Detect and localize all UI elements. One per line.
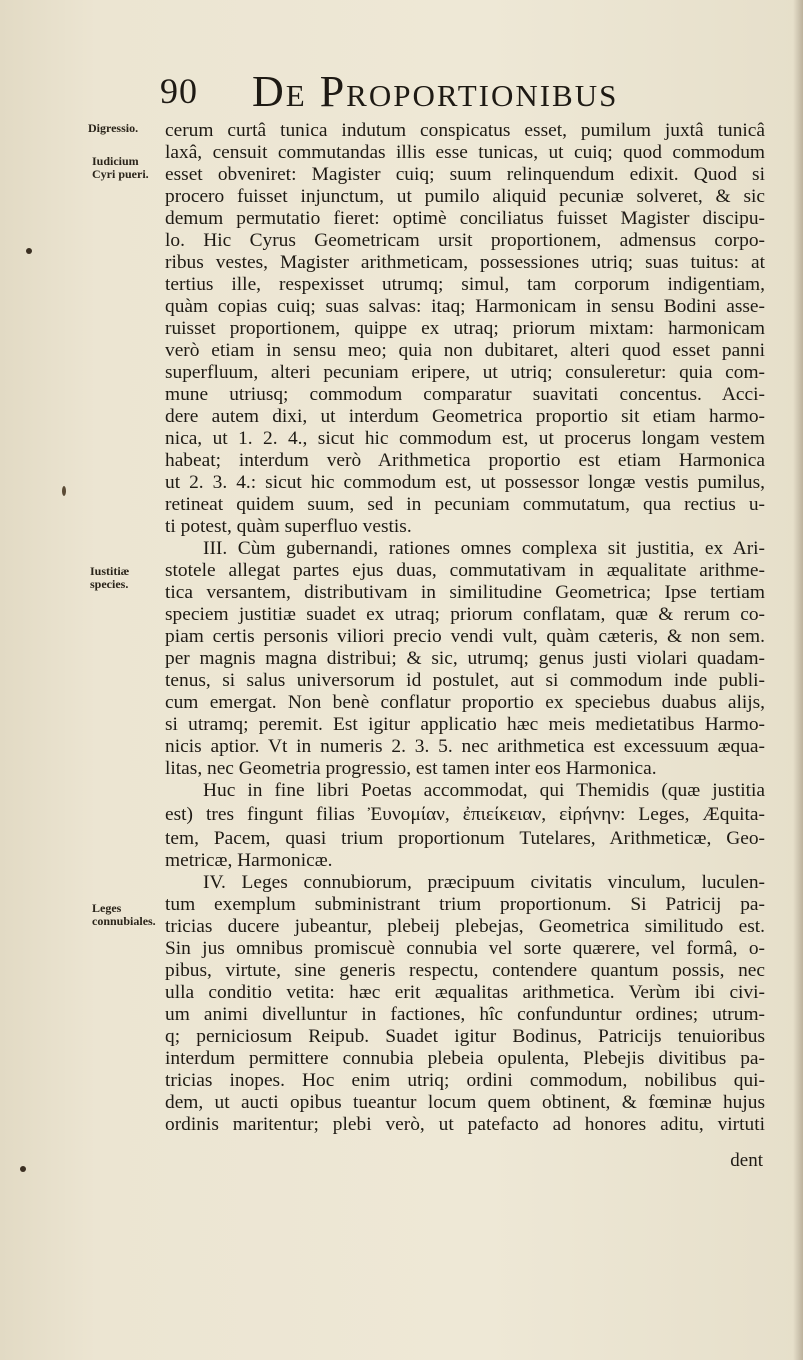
text-line: tertius ille, respexisset utrumq; simul, tam corporum indigentiam, <box>165 274 765 295</box>
text-line: piam certis personis viliori precio vendi vult, quàm cæteris, & non sem. <box>165 626 765 647</box>
text-line: mune utriusq; commodum comparatur suavitati concentus. Acci- <box>165 384 765 405</box>
page-number: 90 <box>160 71 198 111</box>
text-line: dem, ut aucti opibus tueantur locum quem obtinent, & fœminæ hujus <box>165 1092 765 1113</box>
text-line: ti potest, quàm superfluo vestis. <box>165 516 412 537</box>
ink-spot <box>20 1166 26 1172</box>
text-line: tum exemplum subministrant trium proportionum. Si Patricij pa- <box>165 894 765 915</box>
text-line: cerum curtâ tunica indutum conspicatus esset, pumilum juxtâ tunicâ <box>165 120 765 141</box>
text-line: ruisset proportionem, quippe ex utraq; priorum mixtam: harmonicam <box>165 318 765 339</box>
text-line: speciem justitiæ suadet ex utraq; priorum conflatam, quæ & rerum co- <box>165 604 765 625</box>
text-line: IV. Leges connubiorum, præcipuum civitatis vinculum, luculen- <box>203 872 765 893</box>
page-edge-shadow <box>793 0 803 1360</box>
text-line: interdum permittere connubia plebeia opulenta, Plebejis divitibus pa- <box>165 1048 765 1069</box>
margin-note: Iustitiæ species. <box>90 564 130 591</box>
text-line: stotele allegat partes ejus duas, commutativam in æqualitate arithme- <box>165 560 765 581</box>
text-line: tricias ducere jubeantur, plebeij plebejas, Geometrica similitudo est. <box>165 916 765 937</box>
running-head <box>160 66 680 114</box>
running-title: De Proportionibus <box>252 67 619 116</box>
text-line: Huc in fine libri Poetas accommodat, qui Themidis (quæ justitia <box>203 780 765 801</box>
text-line: procero fuisset injunctum, ut pumilo aliquid pecuniæ solveret, & sic <box>165 186 765 207</box>
text-line: per magnis magna distribui; & sic, utrumq; genus justi violari quadam- <box>165 648 765 669</box>
text-line: ordinis maritentur; plebi verò, ut patefacto ad honores aditu, virtuti <box>165 1114 765 1135</box>
text-line: ulla conditio vetita: hæc erit æqualitas arithmetica. Verùm ibi civi- <box>165 982 765 1003</box>
text-line: tricias inopes. Hoc enim utriq; ordini commodum, nobilibus qui- <box>165 1070 765 1091</box>
text-line: nicis aptior. Vt in numeris 2. 3. 5. nec arithmetica est excessuum æqua- <box>165 736 765 757</box>
text-line: tem, Pacem, quasi trium proportionum Tutelares, Arithmeticæ, Geo- <box>165 828 765 849</box>
text-line: est) tres fingunt filias Ἐυνομίαν, ἐπιείκειαν, εἰρήνην: Leges, Æquita- <box>165 804 765 825</box>
text-line: litas, nec Geometria progressio, est tamen inter eos Harmonica. <box>165 758 657 779</box>
text-line: ribus vestes, Magister arithmeticam, possessiones utriq; suas tuitus: at <box>165 252 765 273</box>
catchword: dent <box>730 1150 763 1171</box>
text-line: habeat; interdum verò Arithmetica proportio est etiam Harmonica <box>165 450 765 471</box>
text-line: esset obveniret: Magister cuiq; suum relinquendum edixit. Quod si <box>165 164 765 185</box>
margin-note: Iudicium Cyri pueri. <box>92 154 149 181</box>
text-line: lo. Hic Cyrus Geometricam ursit proportionem, admensus corpo- <box>165 230 765 251</box>
text-line: demum permutatio fieret: optimè conciliatus fuisset Magister discipu- <box>165 208 765 229</box>
text-line: dere autem dixi, ut interdum Geometrica proportio sit etiam harmo- <box>165 406 765 427</box>
text-line: retineat quidem suum, sed in pecuniam commutatum, qua rectius u- <box>165 494 765 515</box>
margin-note: Leges connubiales. <box>92 901 156 928</box>
text-line: Sin jus omnibus promiscuè connubia vel sorte quærere, vel formâ, o- <box>165 938 765 959</box>
text-line: laxâ, censuit commutandas illis esse tunicas, ut cuiq; quod commodum <box>165 142 765 163</box>
text-line: cum emergat. Non benè conflatur proportio ex speciebus duabus alijs, <box>165 692 765 713</box>
text-line: III. Cùm gubernandi, rationes omnes complexa sit justitia, ex Ari- <box>203 538 765 559</box>
text-line: nica, ut 1. 2. 4., sicut hic commodum est, ut procerus longam vestem <box>165 428 765 449</box>
text-line: q; perniciosum Reipub. Suadet igitur Bodinus, Patricijs tenuioribus <box>165 1026 765 1047</box>
text-line: metricæ, Harmonicæ. <box>165 850 333 871</box>
text-line: si utramq; peremit. Est igitur applicatio hæc meis medietatibus Harmo- <box>165 714 765 735</box>
text-line: quàm copias cuiq; suas salvas: itaq; Harmonicam in sensu Bodini asse- <box>165 296 765 317</box>
ink-spot <box>26 248 32 254</box>
text-line: superfluum, alteri pecuniam eripere, ut utriq; consuleretur: quia com- <box>165 362 765 383</box>
body-text <box>165 120 765 1136</box>
text-line: ut 2. 3. 4.: sicut hic commodum est, ut possessor longæ vestis pumilus, <box>165 472 765 493</box>
margin-note: Digressio. <box>88 121 139 135</box>
text-line: pibus, virtute, sine generis respectu, contendere quantum possis, nec <box>165 960 765 981</box>
text-line: verò etiam in sensu meo; quia non dubitaret, alteri quod esset panni <box>165 340 765 361</box>
ink-mark <box>62 486 66 496</box>
text-line: tica versantem, distributivam in similitudine Geometrica; Ipse tertiam <box>165 582 765 603</box>
text-line: um animi divelluntur in factiones, hîc confunduntur ordines; utrum- <box>165 1004 765 1025</box>
text-line: tenus, si salus universorum id postulet, aut si commodum inde publi- <box>165 670 765 691</box>
